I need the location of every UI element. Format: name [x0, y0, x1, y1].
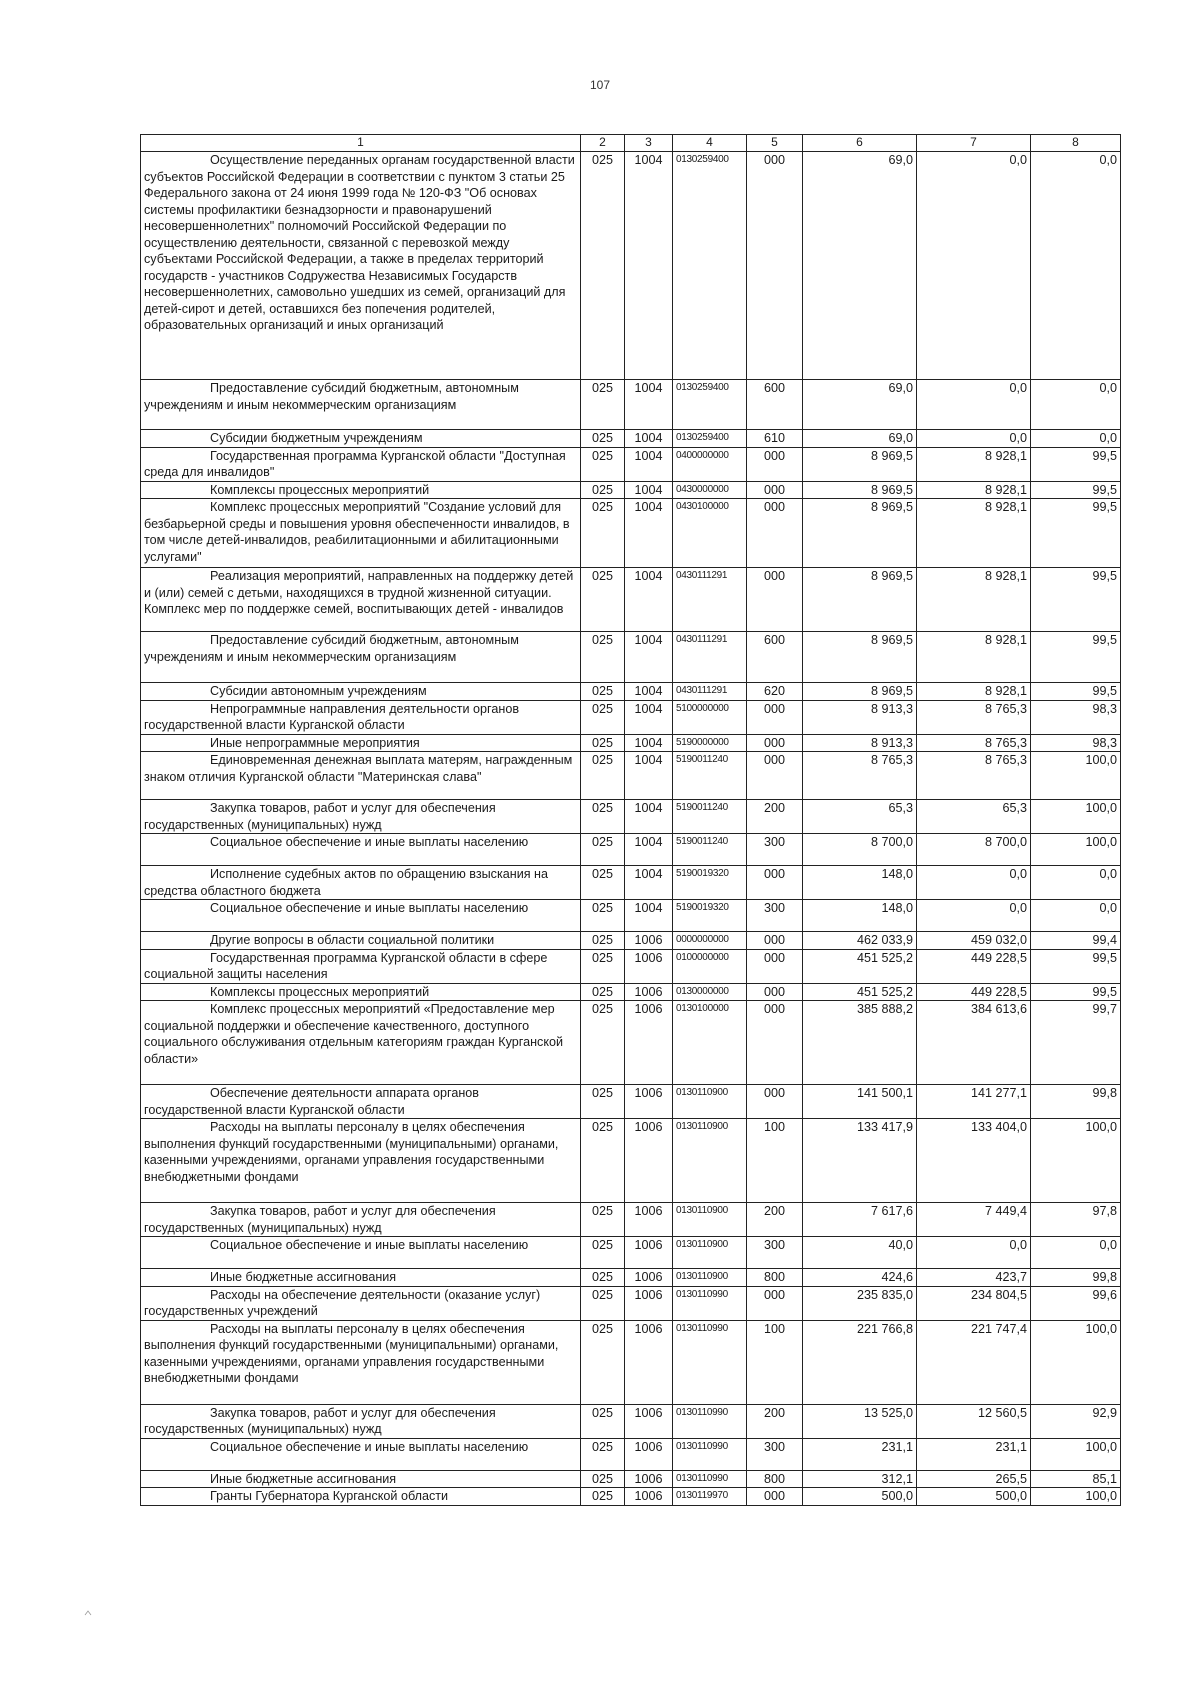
- row-percent: 99,6: [1031, 1286, 1121, 1320]
- row-planned: 451 525,2: [803, 949, 917, 983]
- row-target-article: 0130259400: [673, 152, 747, 380]
- row-planned: 8 969,5: [803, 499, 917, 568]
- row-planned: 462 033,9: [803, 932, 917, 950]
- row-planned: 8 969,5: [803, 683, 917, 701]
- row-name: Исполнение судебных актов по обращению взыскания на средства областного бюджета: [141, 866, 581, 900]
- row-planned: 451 525,2: [803, 983, 917, 1001]
- row-target-article: 5190019320: [673, 900, 747, 932]
- table-row: [141, 380, 1121, 430]
- row-ministry-code: 025: [581, 1269, 625, 1287]
- table-row: [141, 1470, 1121, 1488]
- row-percent: 0,0: [1031, 152, 1121, 380]
- row-expense-type: 620: [747, 683, 803, 701]
- row-percent: 100,0: [1031, 1119, 1121, 1203]
- row-name: Комплекс процессных мероприятий «Предоставление мер социальной поддержки и обеспечение качественного, доступного социального обслуживания отдельным категориям граждан Курганской области»: [141, 1001, 581, 1085]
- row-name: Предоставление субсидий бюджетным, автономным учреждениям и иным некоммерческим организациям: [141, 380, 581, 430]
- row-executed: 8 765,3: [917, 734, 1031, 752]
- table-row: [141, 866, 1121, 900]
- row-percent: 99,4: [1031, 932, 1121, 950]
- row-executed: 8 700,0: [917, 834, 1031, 866]
- row-executed: 7 449,4: [917, 1203, 1031, 1237]
- row-planned: 500,0: [803, 1488, 917, 1506]
- row-target-article: 0100000000: [673, 949, 747, 983]
- row-name: Социальное обеспечение и иные выплаты населению: [141, 900, 581, 932]
- column-header-name: 1: [141, 135, 581, 152]
- row-name: Расходы на выплаты персоналу в целях обеспечения выполнения функций государственными (муниципальными) органами, казенными учреждениями, органами управления государственными внебюджетными фондами: [141, 1320, 581, 1404]
- row-target-article: 0430100000: [673, 499, 747, 568]
- row-section-code: 1006: [625, 1438, 673, 1470]
- row-percent: 99,5: [1031, 447, 1121, 481]
- row-executed: 449 228,5: [917, 949, 1031, 983]
- row-executed: 8 928,1: [917, 481, 1031, 499]
- row-planned: 8 969,5: [803, 447, 917, 481]
- row-planned: 385 888,2: [803, 1001, 917, 1085]
- column-header-executed: 7: [917, 135, 1031, 152]
- row-name: Закупка товаров, работ и услуг для обеспечения государственных (муниципальных) нужд: [141, 800, 581, 834]
- row-section-code: 1006: [625, 1119, 673, 1203]
- table-row: [141, 752, 1121, 800]
- row-executed: 133 404,0: [917, 1119, 1031, 1203]
- row-expense-type: 000: [747, 1085, 803, 1119]
- row-target-article: 0130110990: [673, 1286, 747, 1320]
- row-ministry-code: 025: [581, 900, 625, 932]
- row-executed: 423,7: [917, 1269, 1031, 1287]
- row-executed: 8 928,1: [917, 568, 1031, 632]
- row-ministry-code: 025: [581, 683, 625, 701]
- row-target-article: 5190011240: [673, 834, 747, 866]
- row-percent: 99,8: [1031, 1085, 1121, 1119]
- row-section-code: 1006: [625, 1001, 673, 1085]
- row-section-code: 1004: [625, 683, 673, 701]
- row-ministry-code: 025: [581, 983, 625, 1001]
- row-section-code: 1006: [625, 1470, 673, 1488]
- row-planned: 7 617,6: [803, 1203, 917, 1237]
- row-name: Иные непрограммные мероприятия: [141, 734, 581, 752]
- row-ministry-code: 025: [581, 700, 625, 734]
- row-expense-type: 000: [747, 752, 803, 800]
- row-planned: 235 835,0: [803, 1286, 917, 1320]
- row-expense-type: 000: [747, 447, 803, 481]
- column-header-target-article: 4: [673, 135, 747, 152]
- row-section-code: 1004: [625, 700, 673, 734]
- row-executed: 8 928,1: [917, 683, 1031, 701]
- row-name: Государственная программа Курганской области в сфере социальной защиты населения: [141, 949, 581, 983]
- row-section-code: 1004: [625, 734, 673, 752]
- row-expense-type: 000: [747, 866, 803, 900]
- row-percent: 100,0: [1031, 1488, 1121, 1506]
- row-planned: 424,6: [803, 1269, 917, 1287]
- row-target-article: 0130110990: [673, 1320, 747, 1404]
- scan-mark: [84, 1610, 92, 1616]
- row-section-code: 1006: [625, 1269, 673, 1287]
- table-header-row: [141, 135, 1121, 152]
- row-ministry-code: 025: [581, 568, 625, 632]
- row-name: Непрограммные направления деятельности органов государственной власти Курганской области: [141, 700, 581, 734]
- row-section-code: 1006: [625, 949, 673, 983]
- row-target-article: 0000000000: [673, 932, 747, 950]
- row-name: Социальное обеспечение и иные выплаты населению: [141, 1237, 581, 1269]
- row-target-article: 0130110900: [673, 1269, 747, 1287]
- row-target-article: 5190000000: [673, 734, 747, 752]
- row-percent: 97,8: [1031, 1203, 1121, 1237]
- row-name: Единовременная денежная выплата матерям, награжденным знаком отличия Курганской области "Материнская слава": [141, 752, 581, 800]
- column-header-expense-type: 5: [747, 135, 803, 152]
- row-ministry-code: 025: [581, 1404, 625, 1438]
- row-name: Социальное обеспечение и иные выплаты населению: [141, 1438, 581, 1470]
- row-expense-type: 200: [747, 1404, 803, 1438]
- row-executed: 500,0: [917, 1488, 1031, 1506]
- row-planned: 221 766,8: [803, 1320, 917, 1404]
- row-percent: 99,5: [1031, 983, 1121, 1001]
- row-name: Закупка товаров, работ и услуг для обеспечения государственных (муниципальных) нужд: [141, 1203, 581, 1237]
- row-percent: 99,7: [1031, 1001, 1121, 1085]
- row-target-article: 0430111291: [673, 568, 747, 632]
- row-percent: 99,5: [1031, 683, 1121, 701]
- row-target-article: 0130110900: [673, 1237, 747, 1269]
- row-expense-type: 000: [747, 481, 803, 499]
- row-ministry-code: 025: [581, 481, 625, 499]
- row-expense-type: 800: [747, 1470, 803, 1488]
- row-ministry-code: 025: [581, 834, 625, 866]
- row-ministry-code: 025: [581, 1320, 625, 1404]
- row-percent: 0,0: [1031, 900, 1121, 932]
- row-target-article: 0130110900: [673, 1119, 747, 1203]
- row-expense-type: 000: [747, 568, 803, 632]
- table-row: [141, 152, 1121, 380]
- row-planned: 148,0: [803, 900, 917, 932]
- row-ministry-code: 025: [581, 152, 625, 380]
- row-expense-type: 000: [747, 700, 803, 734]
- row-section-code: 1006: [625, 1488, 673, 1506]
- row-section-code: 1006: [625, 1237, 673, 1269]
- row-section-code: 1004: [625, 752, 673, 800]
- row-executed: 65,3: [917, 800, 1031, 834]
- row-target-article: 0130000000: [673, 983, 747, 1001]
- page-number: 107: [589, 78, 611, 92]
- row-name: Реализация мероприятий, направленных на поддержку детей и (или) семей с детьми, находящихся в трудной жизненной ситуации. Комплекс мер по поддержке семей, воспитывающих детей - инвалидов: [141, 568, 581, 632]
- row-ministry-code: 025: [581, 752, 625, 800]
- row-name: Комплексы процессных мероприятий: [141, 481, 581, 499]
- row-name: Социальное обеспечение и иные выплаты населению: [141, 834, 581, 866]
- row-target-article: 0430000000: [673, 481, 747, 499]
- row-planned: 8 700,0: [803, 834, 917, 866]
- row-target-article: 0130259400: [673, 380, 747, 430]
- row-ministry-code: 025: [581, 866, 625, 900]
- row-target-article: 0400000000: [673, 447, 747, 481]
- row-executed: 221 747,4: [917, 1320, 1031, 1404]
- row-section-code: 1004: [625, 568, 673, 632]
- table-row: [141, 800, 1121, 834]
- row-executed: 8 928,1: [917, 632, 1031, 683]
- row-expense-type: 200: [747, 800, 803, 834]
- table-row: [141, 834, 1121, 866]
- row-executed: 8 928,1: [917, 447, 1031, 481]
- row-executed: 8 928,1: [917, 499, 1031, 568]
- row-planned: 8 913,3: [803, 734, 917, 752]
- row-ministry-code: 025: [581, 800, 625, 834]
- row-percent: 100,0: [1031, 1438, 1121, 1470]
- row-ministry-code: 025: [581, 1237, 625, 1269]
- row-planned: 69,0: [803, 152, 917, 380]
- row-planned: 148,0: [803, 866, 917, 900]
- row-ministry-code: 025: [581, 734, 625, 752]
- row-section-code: 1006: [625, 932, 673, 950]
- table-row: [141, 1085, 1121, 1119]
- row-expense-type: 300: [747, 900, 803, 932]
- row-section-code: 1004: [625, 380, 673, 430]
- table-row: [141, 1203, 1121, 1237]
- table-row: [141, 932, 1121, 950]
- row-name: Государственная программа Курганской области "Доступная среда для инвалидов": [141, 447, 581, 481]
- row-expense-type: 000: [747, 1286, 803, 1320]
- row-ministry-code: 025: [581, 1119, 625, 1203]
- table-row: [141, 1286, 1121, 1320]
- row-name: Иные бюджетные ассигнования: [141, 1269, 581, 1287]
- row-section-code: 1004: [625, 866, 673, 900]
- row-executed: 0,0: [917, 152, 1031, 380]
- table-row: [141, 1119, 1121, 1203]
- row-ministry-code: 025: [581, 1085, 625, 1119]
- row-section-code: 1006: [625, 1320, 673, 1404]
- column-header-section: 3: [625, 135, 673, 152]
- row-executed: 12 560,5: [917, 1404, 1031, 1438]
- row-executed: 0,0: [917, 1237, 1031, 1269]
- row-executed: 234 804,5: [917, 1286, 1031, 1320]
- table-row: [141, 1438, 1121, 1470]
- row-section-code: 1004: [625, 499, 673, 568]
- row-name: Осуществление переданных органам государственной власти субъектов Российской Федерации в соответствии с пунктом 3 статьи 25 Федерального закона от 24 июня 1999 года № 120-ФЗ "Об основах системы профилактики безнадзорности и правонарушений несовершеннолетних" полномочий Российской Федерации по осуществлению деятельности, связанной с перевозкой между субъектами Российской Федерации, а также в пределах территорий государств - участников Содружества Независимых Государств несовершеннолетних, самовольно ушедших из семей, организаций для детей-сирот и детей, оставшихся без попечения родителей, образовательных организаций и иных организаций: [141, 152, 581, 380]
- table-row: [141, 1269, 1121, 1287]
- row-expense-type: 000: [747, 949, 803, 983]
- row-name: Обеспечение деятельности аппарата органов государственной власти Курганской области: [141, 1085, 581, 1119]
- row-executed: 8 765,3: [917, 700, 1031, 734]
- row-ministry-code: 025: [581, 1001, 625, 1085]
- row-executed: 0,0: [917, 380, 1031, 430]
- row-expense-type: 610: [747, 430, 803, 448]
- row-target-article: 0130119970: [673, 1488, 747, 1506]
- row-target-article: 5190011240: [673, 800, 747, 834]
- row-name: Предоставление субсидий бюджетным, автономным учреждениям и иным некоммерческим организациям: [141, 632, 581, 683]
- row-ministry-code: 025: [581, 499, 625, 568]
- row-target-article: 0130259400: [673, 430, 747, 448]
- column-header-ministry: 2: [581, 135, 625, 152]
- table-row: [141, 700, 1121, 734]
- row-ministry-code: 025: [581, 932, 625, 950]
- row-expense-type: 300: [747, 1237, 803, 1269]
- row-target-article: 0130110900: [673, 1085, 747, 1119]
- row-ministry-code: 025: [581, 949, 625, 983]
- row-ministry-code: 025: [581, 632, 625, 683]
- row-expense-type: 200: [747, 1203, 803, 1237]
- row-planned: 8 913,3: [803, 700, 917, 734]
- row-section-code: 1004: [625, 834, 673, 866]
- row-planned: 133 417,9: [803, 1119, 917, 1203]
- row-section-code: 1004: [625, 632, 673, 683]
- row-expense-type: 100: [747, 1320, 803, 1404]
- row-name: Закупка товаров, работ и услуг для обеспечения государственных (муниципальных) нужд: [141, 1404, 581, 1438]
- row-ministry-code: 025: [581, 1470, 625, 1488]
- row-name: Расходы на обеспечение деятельности (оказание услуг) государственных учреждений: [141, 1286, 581, 1320]
- row-percent: 99,5: [1031, 481, 1121, 499]
- table-row: [141, 632, 1121, 683]
- row-executed: 449 228,5: [917, 983, 1031, 1001]
- row-target-article: 5190011240: [673, 752, 747, 800]
- row-name: Субсидии автономным учреждениям: [141, 683, 581, 701]
- row-planned: 65,3: [803, 800, 917, 834]
- row-percent: 98,3: [1031, 700, 1121, 734]
- table-row: [141, 900, 1121, 932]
- row-target-article: 0130100000: [673, 1001, 747, 1085]
- row-percent: 100,0: [1031, 752, 1121, 800]
- row-ministry-code: 025: [581, 430, 625, 448]
- row-expense-type: 000: [747, 1001, 803, 1085]
- row-ministry-code: 025: [581, 1203, 625, 1237]
- row-section-code: 1006: [625, 1286, 673, 1320]
- row-expense-type: 000: [747, 1488, 803, 1506]
- row-name: Иные бюджетные ассигнования: [141, 1470, 581, 1488]
- table-row: [141, 1001, 1121, 1085]
- row-planned: 69,0: [803, 380, 917, 430]
- row-executed: 265,5: [917, 1470, 1031, 1488]
- table-row: [141, 949, 1121, 983]
- row-target-article: 0130110990: [673, 1438, 747, 1470]
- row-target-article: 0430111291: [673, 632, 747, 683]
- row-target-article: 0130110900: [673, 1203, 747, 1237]
- row-target-article: 5190019320: [673, 866, 747, 900]
- table-row: [141, 481, 1121, 499]
- row-percent: 99,5: [1031, 949, 1121, 983]
- row-planned: 231,1: [803, 1438, 917, 1470]
- row-planned: 69,0: [803, 430, 917, 448]
- row-percent: 99,8: [1031, 1269, 1121, 1287]
- row-expense-type: 000: [747, 152, 803, 380]
- row-section-code: 1004: [625, 800, 673, 834]
- row-percent: 99,5: [1031, 632, 1121, 683]
- row-planned: 312,1: [803, 1470, 917, 1488]
- row-name: Комплекс процессных мероприятий "Создание условий для безбарьерной среды и повышения уровня обеспеченности инвалидов, в том числе детей-инвалидов, реабилитационными и абилитационными услугами": [141, 499, 581, 568]
- row-section-code: 1004: [625, 430, 673, 448]
- row-executed: 0,0: [917, 900, 1031, 932]
- row-percent: 0,0: [1031, 1237, 1121, 1269]
- row-executed: 459 032,0: [917, 932, 1031, 950]
- row-planned: 40,0: [803, 1237, 917, 1269]
- row-executed: 384 613,6: [917, 1001, 1031, 1085]
- row-percent: 98,3: [1031, 734, 1121, 752]
- row-ministry-code: 025: [581, 380, 625, 430]
- row-planned: 8 969,5: [803, 568, 917, 632]
- row-name: Другие вопросы в области социальной политики: [141, 932, 581, 950]
- row-target-article: 0130110990: [673, 1470, 747, 1488]
- row-percent: 0,0: [1031, 866, 1121, 900]
- row-expense-type: 000: [747, 983, 803, 1001]
- table-row: [141, 1320, 1121, 1404]
- row-section-code: 1006: [625, 1203, 673, 1237]
- row-name: Гранты Губернатора Курганской области: [141, 1488, 581, 1506]
- row-executed: 0,0: [917, 430, 1031, 448]
- table-row: [141, 447, 1121, 481]
- row-expense-type: 300: [747, 1438, 803, 1470]
- row-section-code: 1004: [625, 152, 673, 380]
- table-row: [141, 1237, 1121, 1269]
- row-executed: 0,0: [917, 866, 1031, 900]
- row-percent: 0,0: [1031, 430, 1121, 448]
- row-percent: 100,0: [1031, 800, 1121, 834]
- row-ministry-code: 025: [581, 447, 625, 481]
- row-expense-type: 100: [747, 1119, 803, 1203]
- row-expense-type: 000: [747, 499, 803, 568]
- row-percent: 100,0: [1031, 834, 1121, 866]
- row-expense-type: 600: [747, 632, 803, 683]
- row-section-code: 1004: [625, 447, 673, 481]
- row-percent: 99,5: [1031, 499, 1121, 568]
- row-target-article: 0130110990: [673, 1404, 747, 1438]
- row-planned: 141 500,1: [803, 1085, 917, 1119]
- row-name: Расходы на выплаты персоналу в целях обеспечения выполнения функций государственными (муниципальными) органами, казенными учреждениями, органами управления государственными внебюджетными фондами: [141, 1119, 581, 1203]
- row-percent: 85,1: [1031, 1470, 1121, 1488]
- table-row: [141, 983, 1121, 1001]
- table-row: [141, 683, 1121, 701]
- row-name: Комплексы процессных мероприятий: [141, 983, 581, 1001]
- row-expense-type: 600: [747, 380, 803, 430]
- column-header-planned: 6: [803, 135, 917, 152]
- row-section-code: 1004: [625, 900, 673, 932]
- row-expense-type: 300: [747, 834, 803, 866]
- row-section-code: 1006: [625, 1404, 673, 1438]
- row-target-article: 0430111291: [673, 683, 747, 701]
- row-ministry-code: 025: [581, 1438, 625, 1470]
- row-planned: 8 765,3: [803, 752, 917, 800]
- row-target-article: 5100000000: [673, 700, 747, 734]
- row-expense-type: 000: [747, 734, 803, 752]
- row-expense-type: 000: [747, 932, 803, 950]
- table-row: [141, 1488, 1121, 1506]
- row-expense-type: 800: [747, 1269, 803, 1287]
- budget-table: [140, 134, 1121, 1506]
- row-ministry-code: 025: [581, 1488, 625, 1506]
- row-planned: 8 969,5: [803, 481, 917, 499]
- row-name: Субсидии бюджетным учреждениям: [141, 430, 581, 448]
- row-executed: 141 277,1: [917, 1085, 1031, 1119]
- row-percent: 0,0: [1031, 380, 1121, 430]
- row-planned: 13 525,0: [803, 1404, 917, 1438]
- row-executed: 8 765,3: [917, 752, 1031, 800]
- row-percent: 99,5: [1031, 568, 1121, 632]
- table-row: [141, 568, 1121, 632]
- table-row: [141, 499, 1121, 568]
- row-section-code: 1004: [625, 481, 673, 499]
- table-row: [141, 430, 1121, 448]
- row-ministry-code: 025: [581, 1286, 625, 1320]
- row-percent: 92,9: [1031, 1404, 1121, 1438]
- row-percent: 100,0: [1031, 1320, 1121, 1404]
- column-header-percent: 8: [1031, 135, 1121, 152]
- table-row: [141, 734, 1121, 752]
- table-row: [141, 1404, 1121, 1438]
- row-section-code: 1006: [625, 1085, 673, 1119]
- row-executed: 231,1: [917, 1438, 1031, 1470]
- row-section-code: 1006: [625, 983, 673, 1001]
- row-planned: 8 969,5: [803, 632, 917, 683]
